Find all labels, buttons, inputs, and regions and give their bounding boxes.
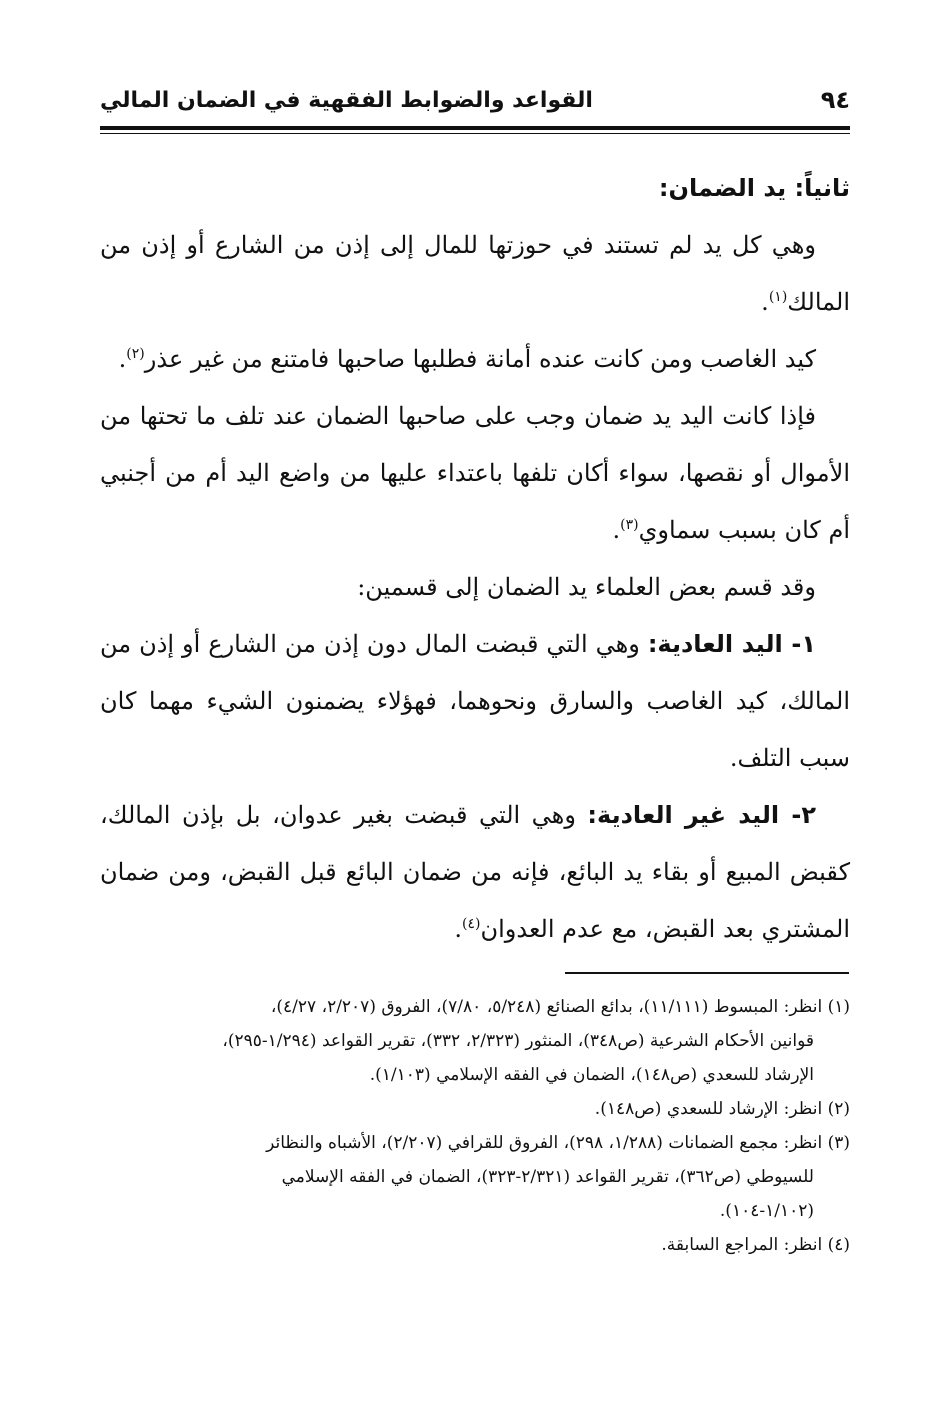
running-title: القواعد والضوابط الفقهية في الضمان المالي — [100, 88, 593, 113]
paragraph-division: وقد قسم بعض العلماء يد الضمان إلى قسمين: — [357, 573, 816, 601]
footnote-ref-3[interactable]: (٣) — [620, 517, 639, 533]
footnote-4: (٤) انظر: المراجع السابقة. — [661, 1235, 850, 1255]
footnote-ref-2[interactable]: (٢) — [126, 346, 145, 362]
footnote-3-line-1: (٣) انظر: مجمع الضمانات (١/٢٨٨، ٢٩٨)، الفروق للقرافي (٢/٢٠٧)، الأشباه والنظائر — [266, 1133, 850, 1153]
footnote-3-line-3: (١/١٠٢-١٠٤). — [719, 1201, 814, 1221]
paragraph-text: كيد الغاصب ومن كانت عنده أمانة فطلبها صاحبها فامتنع من غير عذر — [144, 345, 816, 373]
paragraph-text: فإذا كانت اليد يد ضمان وجب على صاحبها الضمان عند تلف ما تحتها من الأموال أو نقصها، سواء أكان تلفها باعتداء عليها من واضع اليد أم من أجنبي أم كان بسبب سماوي — [100, 402, 850, 544]
list-item-text: وهي التي قبضت بغير عدوان، بل بإذن المالك، كقبض المبيع أو بقاء يد البائع، فإنه من ضمان البائع قبل القبض، ومن ضمان المشتري بعد القبض، مع عدم العدوان — [100, 801, 850, 943]
footnote-ref-1[interactable]: (١) — [768, 289, 788, 305]
header-rule-thin — [100, 133, 850, 134]
list-item-text: وهي التي قبضت المال دون إذن من الشارع أو إذن من المالك، كيد الغاصب والسارق ونحوهما، فهؤلاء يضمنون الشيء مهما كان سبب التلف. — [100, 630, 850, 772]
paragraph-example — [100, 331, 850, 388]
page-number: ٩٤ — [820, 86, 850, 114]
list-item-1 — [100, 616, 850, 787]
footnote-3-line-2: للسيوطي (ص٣٦٢)، تقرير القواعد (٢/٣٢١-٣٢٣)، الضمان في الفقه الإسلامي — [281, 1167, 814, 1187]
section-heading: ثانياً: يد الضمان: — [658, 174, 850, 202]
list-item-2 — [100, 787, 850, 958]
paragraph-definition — [100, 217, 850, 331]
footnote-1-line-3: الإرشاد للسعدي (ص١٤٨)، الضمان في الفقه الإسلامي (١/١٠٣). — [369, 1065, 814, 1085]
page-header — [100, 86, 850, 126]
list-item-label: ٢- اليد غير العادية: — [587, 801, 816, 829]
footnote-1-line-2: قوانين الأحكام الشرعية (ص٣٤٨)، المنثور (٢/٣٢٣، ٣٣٢)، تقرير القواعد (١/٢٩٤-٢٩٥)، — [222, 1031, 814, 1051]
paragraph-end: . — [761, 288, 769, 316]
header-rule-thick — [100, 126, 850, 130]
list-item-label: ١- اليد العادية: — [647, 630, 816, 658]
footnote-separator — [565, 972, 849, 974]
paragraph-ruling — [100, 388, 850, 559]
paragraph-end: . — [612, 516, 621, 544]
footnotes — [100, 990, 850, 1262]
footnote-1-line-1: (١) انظر: المبسوط (١١/١١١)، بدائع الصنائع (٥/٢٤٨، ٧/٨٠)، الفروق (٢/٢٠٧، ٤/٢٧)، — [270, 997, 850, 1017]
paragraph-end: . — [118, 345, 127, 373]
main-text — [100, 160, 850, 958]
footnote-ref-4[interactable]: (٤) — [462, 916, 481, 932]
paragraph-end: . — [454, 915, 463, 943]
footnote-2: (٢) انظر: الإرشاد للسعدي (ص١٤٨). — [594, 1099, 850, 1119]
paragraph-text: وهي كل يد لم تستند في حوزتها للمال إلى إذن من الشارع أو إذن من المالك — [100, 231, 850, 316]
